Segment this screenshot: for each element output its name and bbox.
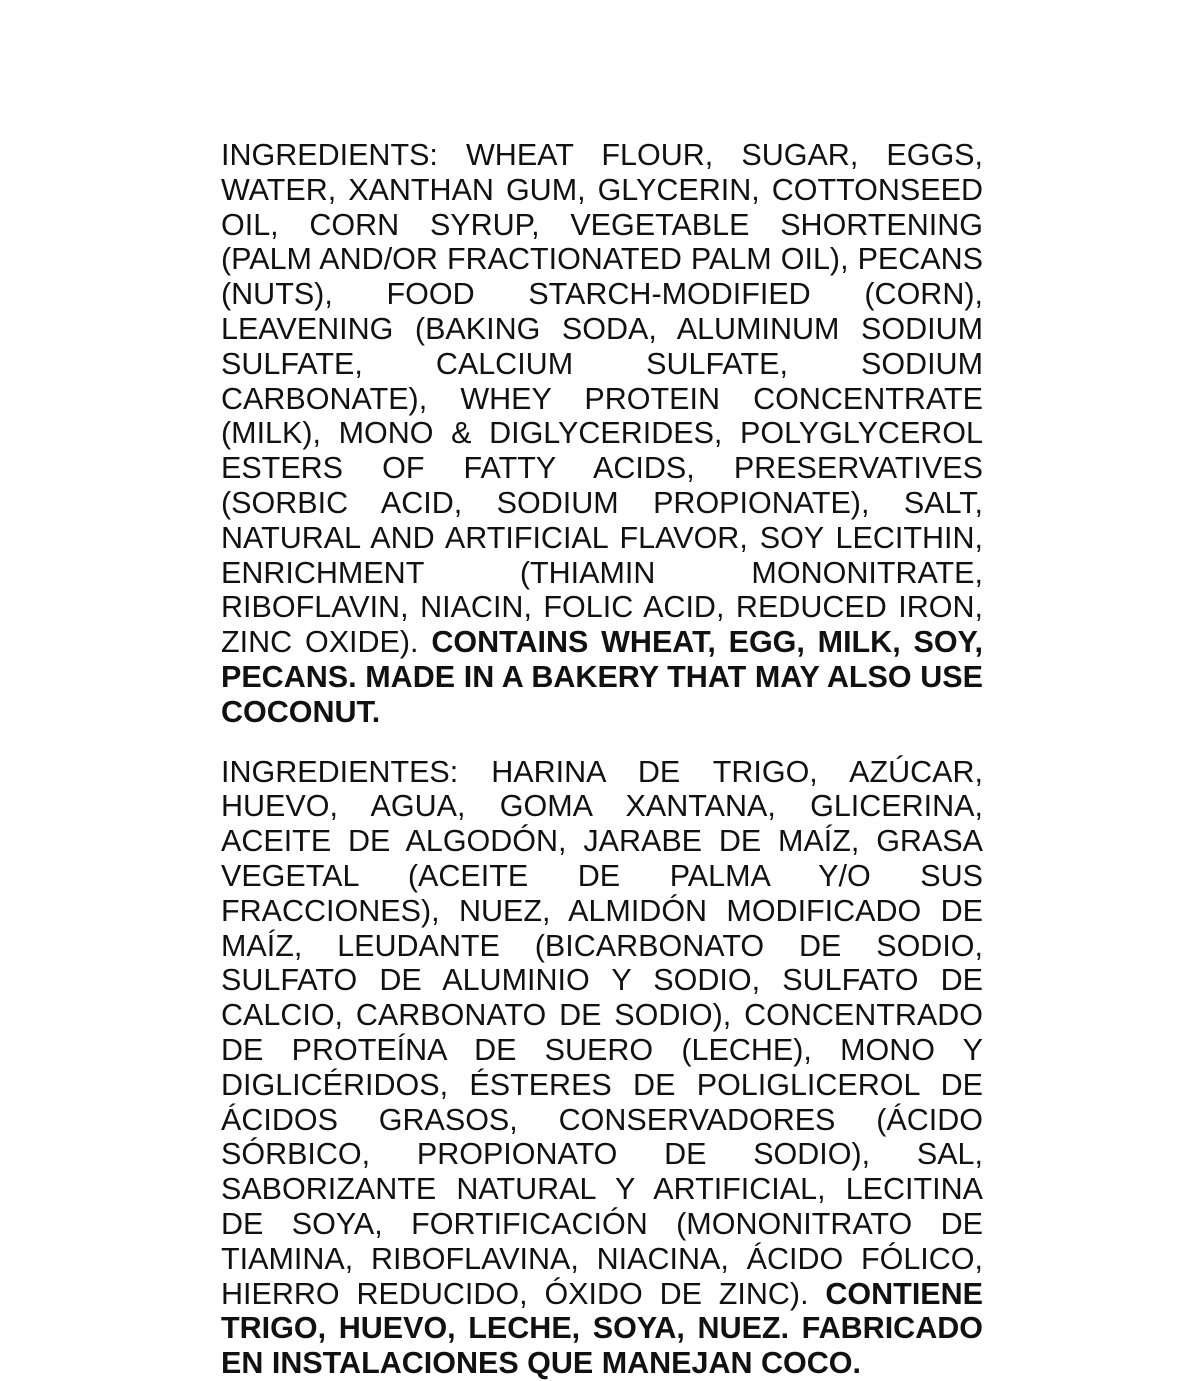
spanish-ingredients-paragraph (221, 755, 983, 1381)
spanish-ingredients-list: INGREDIENTES: HARINA DE TRIGO, AZÚCAR, HUEVO, AGUA, GOMA XANTANA, GLICERINA, ACEITE DE ALGODÓN, JARABE DE MAÍZ, GRASA VEGETAL (ACEITE DE PALMA Y/O SUS FRACCIONES), NUEZ, ALMIDÓN MODIFICADO DE MAÍZ, LEUDANTE (BICARBONATO DE SODIO, SULFATO DE ALUMINIO Y SODIO, SULFATO DE CALCIO, CARBONATO DE SODIO), CONCENTRADO DE PROTEÍNA DE SUERO (LECHE), MONO Y DIGLICÉRIDOS, ÉSTERES DE POLIGLICEROL DE ÁCIDOS GRASOS, CONSERVADORES (ÁCIDO SÓRBICO, PROPIONATO DE SODIO), SAL, SABORIZANTE NATURAL Y ARTIFICIAL, LECITINA DE SOYA, FORTIFICACIÓN (MONONITRATO DE TIAMINA, RIBOFLAVINA, NIACINA, ÁCIDO FÓLICO, HIERRO REDUCIDO, ÓXIDO DE ZINC). (221, 754, 983, 1311)
english-allergen-statement: CONTAINS WHEAT, EGG, MILK, SOY, PECANS. MADE IN A BAKERY THAT MAY ALSO USE COCONUT. (221, 625, 983, 729)
ingredient-label-panel (221, 138, 983, 1381)
spanish-allergen-statement: CONTIENE TRIGO, HUEVO, LECHE, SOYA, NUEZ. FABRICADO EN INSTALACIONES QUE MANEJAN COCO. (221, 1276, 983, 1381)
english-ingredients-paragraph (221, 138, 983, 730)
english-ingredients-list: INGREDIENTS: WHEAT FLOUR, SUGAR, EGGS, WATER, XANTHAN GUM, GLYCERIN, COTTONSEED OIL, CORN SYRUP, VEGETABLE SHORTENING (PALM AND/OR FRACTIONATED PALM OIL), PECANS (NUTS), FOOD STARCH-MODIFIED (CORN), LEAVENING (BAKING SODA, ALUMINUM SODIUM SULFATE, CALCIUM SULFATE, SODIUM CARBONATE), WHEY PROTEIN CONCENTRATE (MILK), MONO & DIGLYCERIDES, POLYGLYCEROL ESTERS OF FATTY ACIDS, PRESERVATIVES (SORBIC ACID, SODIUM PROPIONATE), SALT, NATURAL AND ARTIFICIAL FLAVOR, SOY LECITHIN, ENRICHMENT (THIAMIN MONONITRATE, RIBOFLAVIN, NIACIN, FOLIC ACID, REDUCED IRON, ZINC OXIDE). (221, 138, 983, 660)
